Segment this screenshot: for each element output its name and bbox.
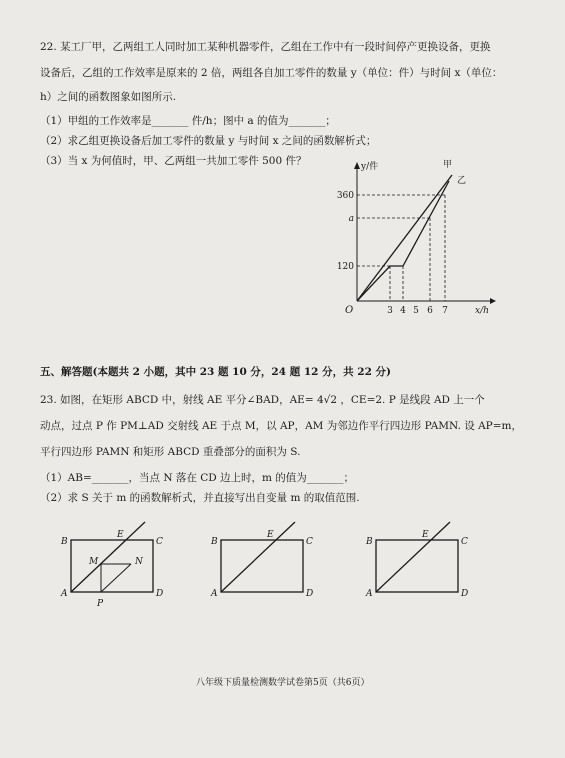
line-jia [357, 175, 452, 301]
q22-line3: h）之间的函数图象如图所示. [40, 91, 177, 103]
fig1-label-p: P [97, 599, 104, 609]
fig2-label-d: D [306, 589, 314, 599]
q23-sub1: （1）AB=_______，当点 N 落在 CD 边上时，m 的值为_______； [40, 472, 355, 484]
section5-title: 五、解答题(本题共 2 小题，其中 23 题 10 分，24 题 12 分，共 22 分) [40, 366, 392, 378]
fig1-label-b: B [61, 537, 68, 547]
q23-figure-1 [55, 520, 165, 610]
segment-np [101, 564, 131, 592]
q22-function-graph [325, 155, 500, 320]
y-axis-arrow [354, 162, 360, 169]
x-tick-6: 6 [427, 306, 433, 316]
q22-line2: 设备后，乙组的工作效率是原来的 2 倍，两组各自加工零件的数量 y（单位：件）与时间 x（单位： [40, 67, 503, 79]
page-footer: 八年级下质量检测数学试卷第5页（共6页） [196, 678, 370, 688]
line-jia-label: 甲 [443, 160, 453, 170]
q23-figure-2 [205, 520, 315, 610]
q22-sub3: （3）当 x 为何值时，甲、乙两组一共加工零件 500 件？ [40, 155, 307, 167]
q23-figure-3 [360, 520, 475, 610]
fig1-label-m: M [89, 557, 99, 567]
ray-ae [71, 522, 145, 592]
fig3-label-a: A [366, 589, 373, 599]
q23-line3: 平行四边形 PAMN 和矩形 ABCD 重叠部分的面积为 S. [40, 446, 301, 458]
fig3-label-c: C [461, 537, 468, 547]
q23-sub2: （2）求 S 关于 m 的函数解析式，并直接写出自变量 m 的取值范围. [40, 492, 360, 504]
fig3-label-b: B [366, 537, 373, 547]
line-yi-label: 乙 [457, 176, 467, 186]
q23-line2: 动点，过点 P 作 PM⊥AD 交射线 AE 于点 M，以 AP，AM 为邻边作平行四边形 PAMN. 设 AP=m， [40, 420, 522, 432]
x-axis-label: x/h [475, 306, 489, 316]
fig2-label-b: B [211, 537, 218, 547]
rectangle-abcd [221, 540, 303, 592]
y-axis-label: y/件 [361, 162, 379, 172]
fig1-label-e: E [117, 530, 124, 540]
y-tick-120: 120 [336, 262, 354, 272]
origin-label: O [345, 305, 354, 316]
ray-ae [221, 522, 295, 592]
x-tick-5: 5 [413, 306, 419, 316]
fig2-label-e: E [267, 530, 274, 540]
q23-line1: 23. 如图，在矩形 ABCD 中，射线 AE 平分∠BAD，AE= 4√2 ，CE=2. P 是线段 AD 上一个 [40, 394, 485, 406]
fig1-label-c: C [156, 537, 163, 547]
x-axis-arrow [490, 298, 496, 304]
q22-sub2: （2）求乙组更换设备后加工零件的数量 y 与时间 x 之间的函数解析式； [40, 135, 377, 147]
rectangle-abcd [376, 540, 458, 592]
fig1-label-n: N [135, 557, 143, 567]
fig3-label-e: E [422, 530, 429, 540]
x-tick-4: 4 [400, 306, 406, 316]
fig3-label-d: D [461, 589, 469, 599]
q22-sub1: （1）甲组的工作效率是_______ 件/h；图中 a 的值为_______； [40, 115, 336, 127]
q22-line1: 22. 某工厂甲，乙两组工人同时加工某种机器零件，乙组在工作中有一段时间停产更换设备，更换 [40, 41, 491, 53]
y-tick-360: 360 [336, 191, 354, 201]
ray-ae [376, 522, 450, 592]
y-tick-a: a [348, 214, 354, 224]
fig1-label-a: A [61, 589, 68, 599]
fig1-label-d: D [156, 589, 164, 599]
fig2-label-c: C [306, 537, 313, 547]
x-tick-7: 7 [442, 306, 448, 316]
fig2-label-a: A [211, 589, 218, 599]
x-tick-3: 3 [387, 306, 393, 316]
